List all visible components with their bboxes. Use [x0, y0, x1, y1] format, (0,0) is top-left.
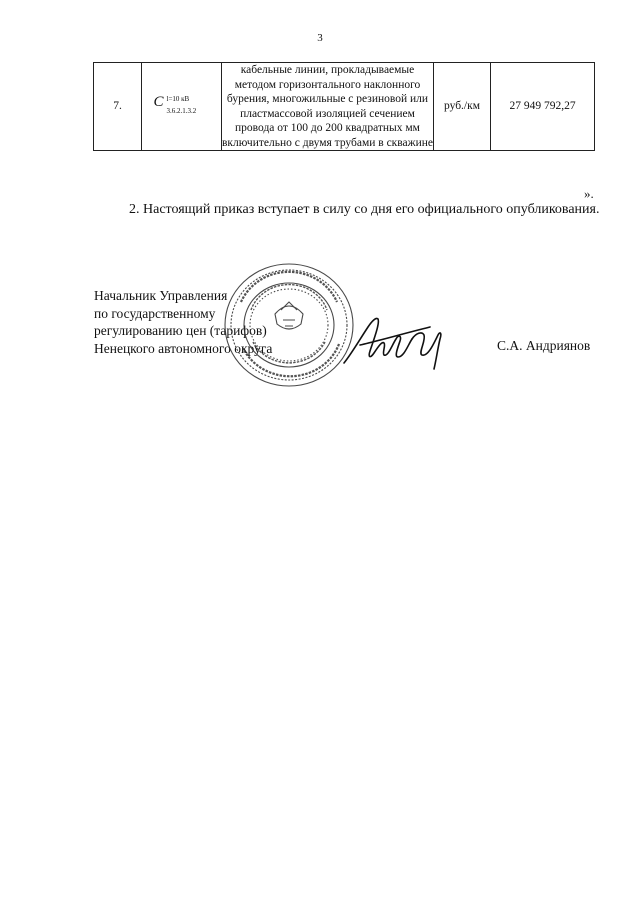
official-seal — [223, 262, 355, 388]
row-value: 27 949 792,27 — [491, 63, 595, 151]
position-line: Начальник Управления — [94, 288, 228, 303]
code-letter: C — [153, 94, 164, 111]
row-unit: руб./км — [434, 63, 491, 151]
row-description: кабельные линии, прокладываемые методом горизонтального наклонного бурения, многожильные с резиновой или пластмассовой изоляцией сечением провода от 100 до 200 квадратных мм включительно с двумя трубами в скважине — [222, 64, 434, 149]
order-paragraph: 2. Настоящий приказ вступает в силу со дня его официального опубликования. — [129, 202, 600, 217]
position-line: Ненецкого автономного округа — [94, 340, 273, 356]
tariff-table — [93, 62, 595, 151]
position-line: регулированию цен (тарифов) — [94, 323, 267, 338]
signatory-name: С.А. Андриянов — [497, 338, 591, 353]
tariff-code-cell — [142, 63, 222, 151]
position-line: по государственному — [94, 305, 216, 321]
code-superscript: l=10 кВ — [166, 95, 190, 104]
tariff-code — [152, 89, 212, 119]
row-number: 7. — [94, 63, 142, 151]
code-subscript: 3.6.2.1.3.2 — [166, 107, 197, 116]
page-number: 3 — [317, 32, 323, 44]
table-row — [94, 63, 595, 151]
closing-quote: ». — [584, 186, 594, 201]
handwritten-signature — [338, 305, 453, 375]
